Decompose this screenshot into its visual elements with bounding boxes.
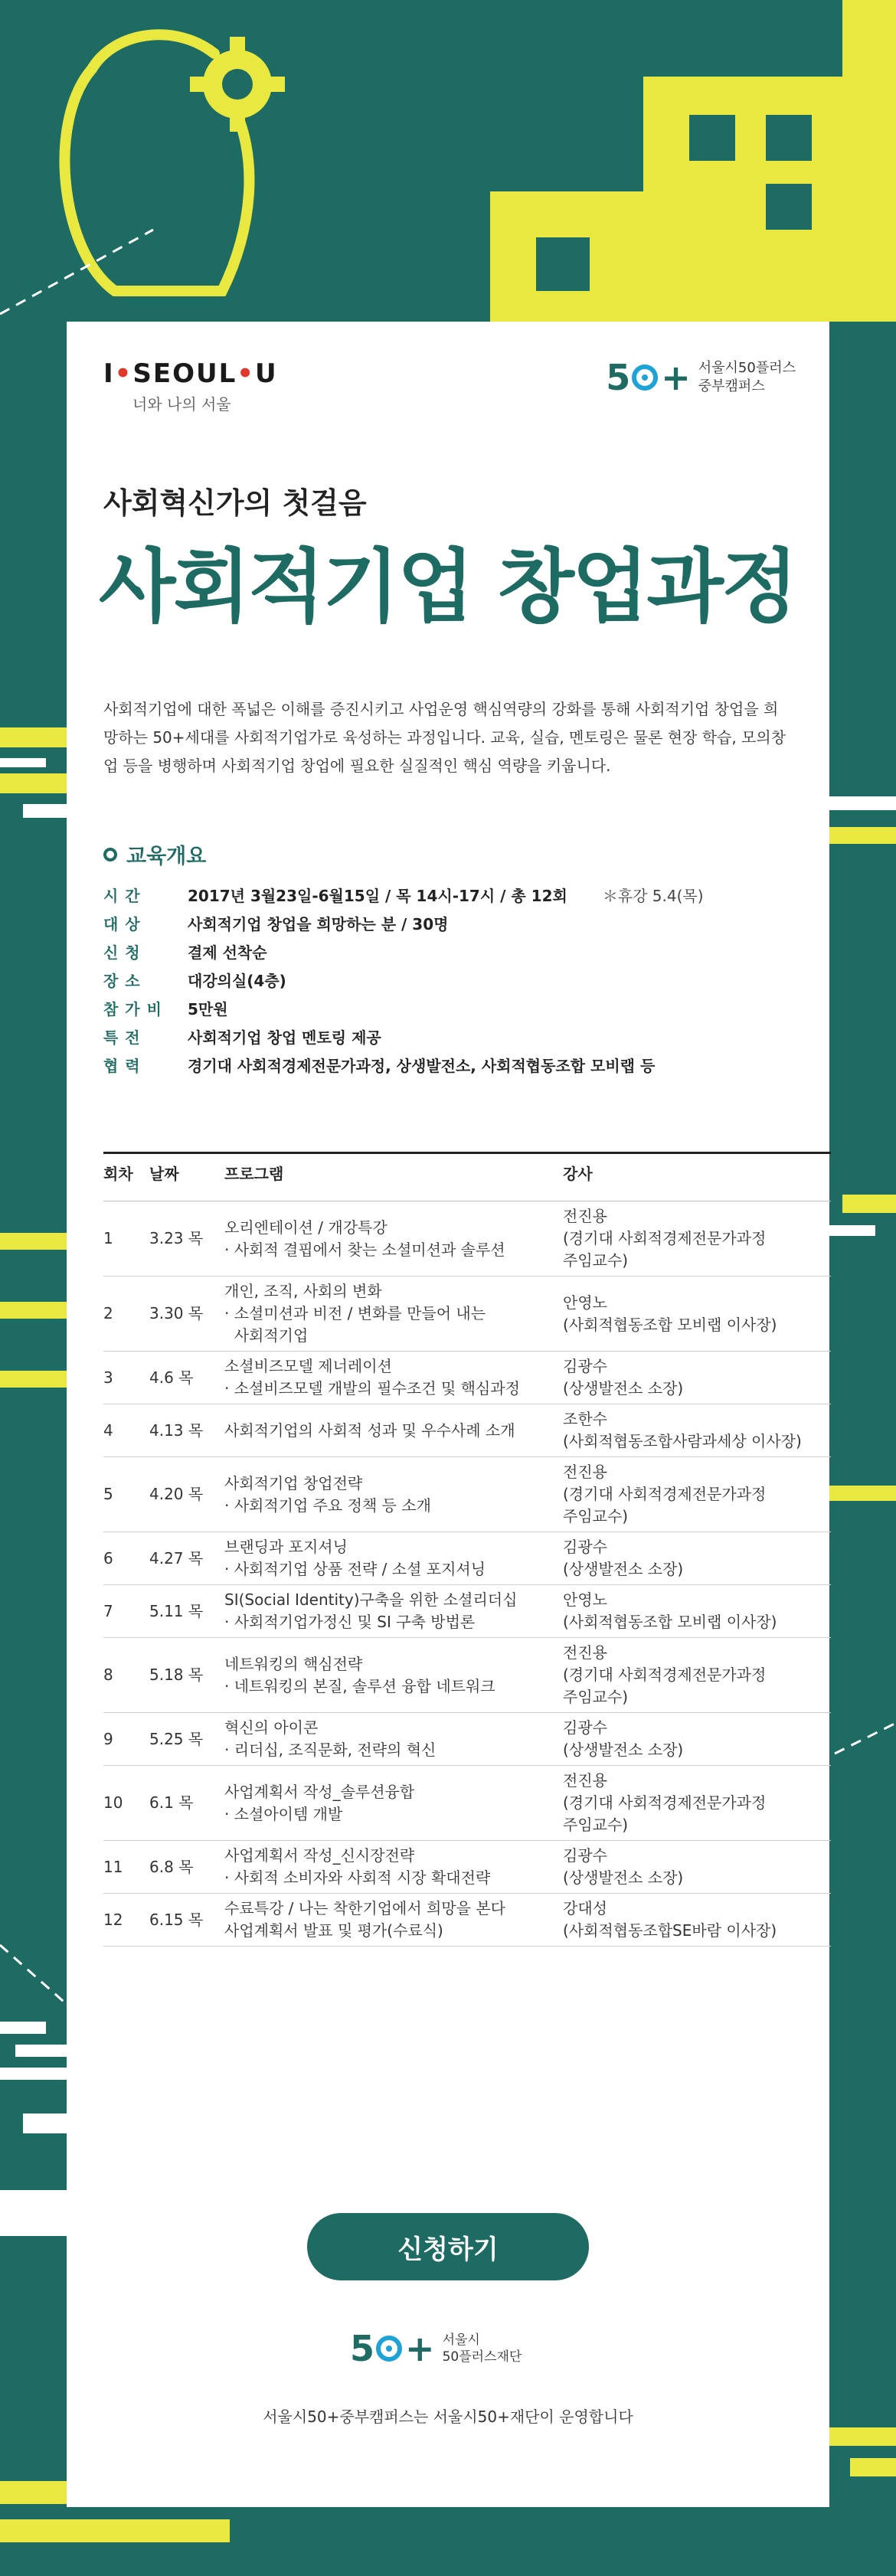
program-line: 수료특강 / 나는 착한기업에서 희망을 본다 bbox=[224, 1899, 505, 1917]
session-date: 6.1 목 bbox=[149, 1766, 224, 1841]
instructor-line: 안영노 bbox=[563, 1590, 607, 1609]
instructor-line: 전진용 bbox=[563, 1463, 607, 1481]
header-date: 날짜 bbox=[149, 1153, 224, 1201]
campus-name bbox=[698, 359, 796, 396]
session-instructor bbox=[563, 1352, 831, 1404]
overview-label: 장 소 bbox=[103, 972, 141, 990]
logo-letter-i: I bbox=[103, 358, 115, 389]
table-header-row bbox=[103, 1153, 831, 1201]
session-instructor bbox=[563, 1585, 831, 1638]
overview-row bbox=[103, 1051, 793, 1079]
program-line: 소셜비즈모델 제너레이션 bbox=[224, 1357, 392, 1375]
ring-icon bbox=[376, 2336, 402, 2362]
foundation-name bbox=[443, 2332, 522, 2365]
header-no: 회차 bbox=[103, 1153, 149, 1201]
session-instructor bbox=[563, 1894, 831, 1947]
session-number: 6 bbox=[103, 1532, 149, 1585]
instructor-line: (상생발전소 소장) bbox=[563, 1741, 684, 1759]
overview-heading bbox=[103, 839, 206, 869]
mark-digit: 5 bbox=[350, 2328, 374, 2369]
overview-row bbox=[103, 994, 793, 1022]
program-line: · 사회적 소비자와 사회적 시장 확대전략 bbox=[224, 1868, 491, 1887]
instructor-line: 김광수 bbox=[563, 1718, 607, 1737]
session-date: 5.25 목 bbox=[149, 1713, 224, 1766]
session-date: 4.27 목 bbox=[149, 1532, 224, 1585]
logo-word: SEOUL bbox=[132, 358, 237, 389]
header-program: 프로그램 bbox=[224, 1153, 563, 1201]
overview-label: 특 전 bbox=[103, 1028, 141, 1047]
mark-plus: + bbox=[661, 357, 689, 398]
logo-letter-u: U bbox=[255, 358, 278, 389]
session-instructor bbox=[563, 1277, 831, 1352]
program-line: 브랜딩과 포지셔닝 bbox=[224, 1538, 348, 1556]
session-program bbox=[224, 1277, 563, 1352]
seoul-logo bbox=[103, 358, 278, 414]
instructor-line: (경기대 사회적경제전문가과정 bbox=[563, 1793, 767, 1812]
session-program bbox=[224, 1841, 563, 1894]
overview-row bbox=[103, 1022, 793, 1051]
session-number: 7 bbox=[103, 1585, 149, 1638]
instructor-line: (상생발전소 소장) bbox=[563, 1560, 684, 1578]
fifty-plus-mark bbox=[350, 2328, 433, 2369]
instructor-line: 전진용 bbox=[563, 1771, 607, 1790]
content-card bbox=[67, 322, 829, 2507]
table-row bbox=[103, 1841, 831, 1894]
overview-heading-text: 교육개요 bbox=[126, 845, 207, 868]
schedule-body bbox=[103, 1201, 831, 1947]
table-row bbox=[103, 1532, 831, 1585]
session-program bbox=[224, 1766, 563, 1841]
instructor-line: 전진용 bbox=[563, 1643, 607, 1662]
session-date: 4.6 목 bbox=[149, 1352, 224, 1404]
session-date: 5.18 목 bbox=[149, 1638, 224, 1713]
session-date: 6.8 목 bbox=[149, 1841, 224, 1894]
footer-note: 서울시50+중부캠퍼스는 서울시50+재단이 운영합니다 bbox=[263, 2408, 633, 2426]
program-line: · 사회적기업 주요 정책 등 소개 bbox=[224, 1496, 431, 1515]
overview-label: 시 간 bbox=[103, 887, 141, 905]
overview-label: 신 청 bbox=[103, 943, 141, 962]
instructor-line: 김광수 bbox=[563, 1357, 607, 1375]
circle-bullet-icon bbox=[103, 848, 117, 861]
overview-value: 사회적기업 창업을 희망하는 분 / 30명 bbox=[188, 915, 449, 933]
instructor-line: (상생발전소 소장) bbox=[563, 1379, 684, 1398]
overview-value: 경기대 사회적경제전문가과정, 상생발전소, 사회적협동조합 모비랩 등 bbox=[188, 1057, 656, 1075]
instructor-line: (사회적협동조합 모비랩 이사장) bbox=[563, 1315, 777, 1334]
table-row bbox=[103, 1352, 831, 1404]
session-program bbox=[224, 1585, 563, 1638]
session-instructor bbox=[563, 1638, 831, 1713]
program-line: 개인, 조직, 사회의 변화 bbox=[224, 1282, 382, 1300]
session-number: 5 bbox=[103, 1457, 149, 1532]
overview-label: 참 가 비 bbox=[103, 1000, 162, 1018]
session-program bbox=[224, 1638, 563, 1713]
fifty-plus-mark bbox=[606, 357, 689, 398]
table-row bbox=[103, 1585, 831, 1638]
instructor-line: (경기대 사회적경제전문가과정 bbox=[563, 1485, 767, 1503]
session-number: 8 bbox=[103, 1638, 149, 1713]
program-line: · 사회적 결핍에서 찾는 소셜미션과 솔루션 bbox=[224, 1240, 505, 1259]
program-line: SI(Social Identity)구축을 위한 소셜리더십 bbox=[224, 1590, 518, 1609]
program-line: 사회적기업의 사회적 성과 및 우수사례 소개 bbox=[224, 1420, 515, 1440]
program-line: 사업계획서 작성_솔루션융합 bbox=[224, 1782, 415, 1801]
session-number: 2 bbox=[103, 1277, 149, 1352]
overview-row bbox=[103, 966, 793, 994]
page-subtitle: 사회혁신가의 첫걸음 bbox=[103, 486, 367, 520]
session-date: 4.20 목 bbox=[149, 1457, 224, 1532]
session-number: 10 bbox=[103, 1766, 149, 1841]
session-instructor bbox=[563, 1201, 831, 1277]
table-row bbox=[103, 1638, 831, 1713]
session-date: 3.30 목 bbox=[149, 1277, 224, 1352]
instructor-line: 주임교수) bbox=[563, 1688, 629, 1706]
overview-value: 대강의실(4층) bbox=[188, 972, 286, 990]
program-line: · 소셜비즈모델 개발의 필수조건 및 핵심과정 bbox=[224, 1379, 520, 1398]
overview-note: ＊휴강 5.4(목) bbox=[602, 887, 704, 905]
program-line: 사회적기업 bbox=[224, 1326, 309, 1345]
instructor-line: 전진용 bbox=[563, 1207, 607, 1225]
overview-row bbox=[103, 937, 793, 966]
session-instructor bbox=[563, 1532, 831, 1585]
table-row bbox=[103, 1713, 831, 1766]
instructor-line: 주임교수) bbox=[563, 1251, 629, 1270]
overview-label: 협 력 bbox=[103, 1057, 141, 1075]
foundation-line1: 서울시 bbox=[442, 2332, 480, 2348]
header-instructor: 강사 bbox=[563, 1153, 831, 1201]
session-instructor bbox=[563, 1713, 831, 1766]
session-date: 5.11 목 bbox=[149, 1585, 224, 1638]
table-row bbox=[103, 1766, 831, 1841]
overview-value: 결제 선착순 bbox=[188, 943, 267, 962]
program-line: 네트워킹의 핵심전략 bbox=[224, 1654, 363, 1673]
session-program bbox=[224, 1894, 563, 1947]
instructor-line: (사회적협동조합 모비랩 이사장) bbox=[563, 1613, 777, 1631]
overview-row bbox=[103, 909, 793, 937]
program-line: · 리더십, 조직문화, 전략의 혁신 bbox=[224, 1741, 437, 1759]
session-program bbox=[224, 1713, 563, 1766]
session-number: 12 bbox=[103, 1894, 149, 1947]
program-line: 사회적기업 창업전략 bbox=[224, 1473, 363, 1492]
session-number: 1 bbox=[103, 1201, 149, 1277]
table-row bbox=[103, 1457, 831, 1532]
instructor-line: 안영노 bbox=[563, 1293, 607, 1312]
foundation-line2: 50플러스재단 bbox=[442, 2349, 522, 2365]
table-row bbox=[103, 1404, 831, 1457]
overview-value: 2017년 3월23일-6월15일 / 목 14시-17시 / 총 12회 bbox=[188, 887, 567, 905]
logo-dot: • bbox=[114, 358, 133, 389]
session-number: 11 bbox=[103, 1841, 149, 1894]
brand-tagline: 너와 나의 서울 bbox=[132, 395, 231, 414]
logo-dot: • bbox=[237, 358, 256, 389]
instructor-line: (사회적협동조합사람과세상 이사장) bbox=[563, 1432, 802, 1450]
program-line: 사업계획서 작성_신시장전략 bbox=[224, 1846, 415, 1865]
session-number: 4 bbox=[103, 1404, 149, 1457]
session-program bbox=[224, 1404, 563, 1457]
instructor-line: 김광수 bbox=[563, 1846, 607, 1865]
table-row bbox=[103, 1201, 831, 1277]
instructor-line: 주임교수) bbox=[563, 1816, 629, 1834]
campus-line1: 서울시50플러스 bbox=[698, 360, 796, 376]
instructor-line: 조한수 bbox=[563, 1410, 607, 1428]
campus-line2: 중부캠퍼스 bbox=[698, 378, 765, 394]
instructor-line: 강대성 bbox=[563, 1899, 607, 1917]
session-instructor bbox=[563, 1841, 831, 1894]
schedule-table bbox=[103, 1152, 831, 1947]
session-date: 4.13 목 bbox=[149, 1404, 224, 1457]
program-line: 오리엔테이션 / 개강특강 bbox=[224, 1218, 388, 1237]
session-instructor bbox=[563, 1404, 831, 1457]
session-instructor bbox=[563, 1766, 831, 1841]
campus-logo bbox=[606, 357, 796, 398]
session-program bbox=[224, 1352, 563, 1404]
table-row bbox=[103, 1277, 831, 1352]
foundation-logo bbox=[350, 2328, 522, 2369]
session-date: 3.23 목 bbox=[149, 1201, 224, 1277]
instructor-line: (경기대 사회적경제전문가과정 bbox=[563, 1229, 767, 1247]
session-instructor bbox=[563, 1457, 831, 1532]
instructor-line: (경기대 사회적경제전문가과정 bbox=[563, 1666, 767, 1684]
instructor-line: (사회적협동조합SE바람 이사장) bbox=[563, 1921, 777, 1940]
ring-icon bbox=[632, 364, 658, 391]
page-title: 사회적기업 창업과정 bbox=[99, 540, 796, 633]
instructor-line: 김광수 bbox=[563, 1538, 607, 1556]
overview-label: 대 상 bbox=[103, 915, 141, 933]
intro-paragraph: 사회적기업에 대한 폭넓은 이해를 증진시키고 사업운영 핵심역량의 강화를 통해 사회적기업 창업을 희망하는 50+세대를 사회적기업가로 육성하는 과정입니다. 교육, 실습, 멘토링은 물론 현장 학습, 모의창업 등을 병행하며 사회적기업 창업에 필요한 실질적인 핵심 역량을 키웁니다. bbox=[103, 700, 786, 775]
instructor-line: (상생발전소 소장) bbox=[563, 1868, 684, 1887]
overview-list bbox=[103, 881, 793, 1079]
session-date: 6.15 목 bbox=[149, 1894, 224, 1947]
program-line: · 소셜아이템 개발 bbox=[224, 1804, 343, 1823]
session-number: 9 bbox=[103, 1713, 149, 1766]
program-line: · 소셜미션과 비전 / 변화를 만들어 내는 bbox=[224, 1304, 486, 1322]
program-line: · 사회적기업가정신 및 SI 구축 방법론 bbox=[224, 1613, 476, 1631]
overview-value: 사회적기업 창업 멘토링 제공 bbox=[188, 1028, 381, 1047]
program-line: · 네트워킹의 본질, 솔루션 융합 네트워크 bbox=[224, 1676, 495, 1695]
overview-value: 5만원 bbox=[188, 1000, 228, 1018]
mark-plus: + bbox=[405, 2328, 433, 2369]
mark-digit: 5 bbox=[606, 357, 629, 398]
session-program bbox=[224, 1532, 563, 1585]
table-row bbox=[103, 1894, 831, 1947]
program-line: · 사회적기업 상품 전략 / 소셜 포지셔닝 bbox=[224, 1560, 486, 1578]
program-line: 사업계획서 발표 및 평가(수료식) bbox=[224, 1921, 443, 1940]
program-line: 혁신의 아이콘 bbox=[224, 1718, 319, 1737]
apply-button[interactable]: 신청하기 bbox=[307, 2213, 589, 2280]
session-program bbox=[224, 1457, 563, 1532]
overview-row bbox=[103, 881, 793, 909]
session-number: 3 bbox=[103, 1352, 149, 1404]
session-program bbox=[224, 1201, 563, 1277]
instructor-line: 주임교수) bbox=[563, 1507, 629, 1525]
